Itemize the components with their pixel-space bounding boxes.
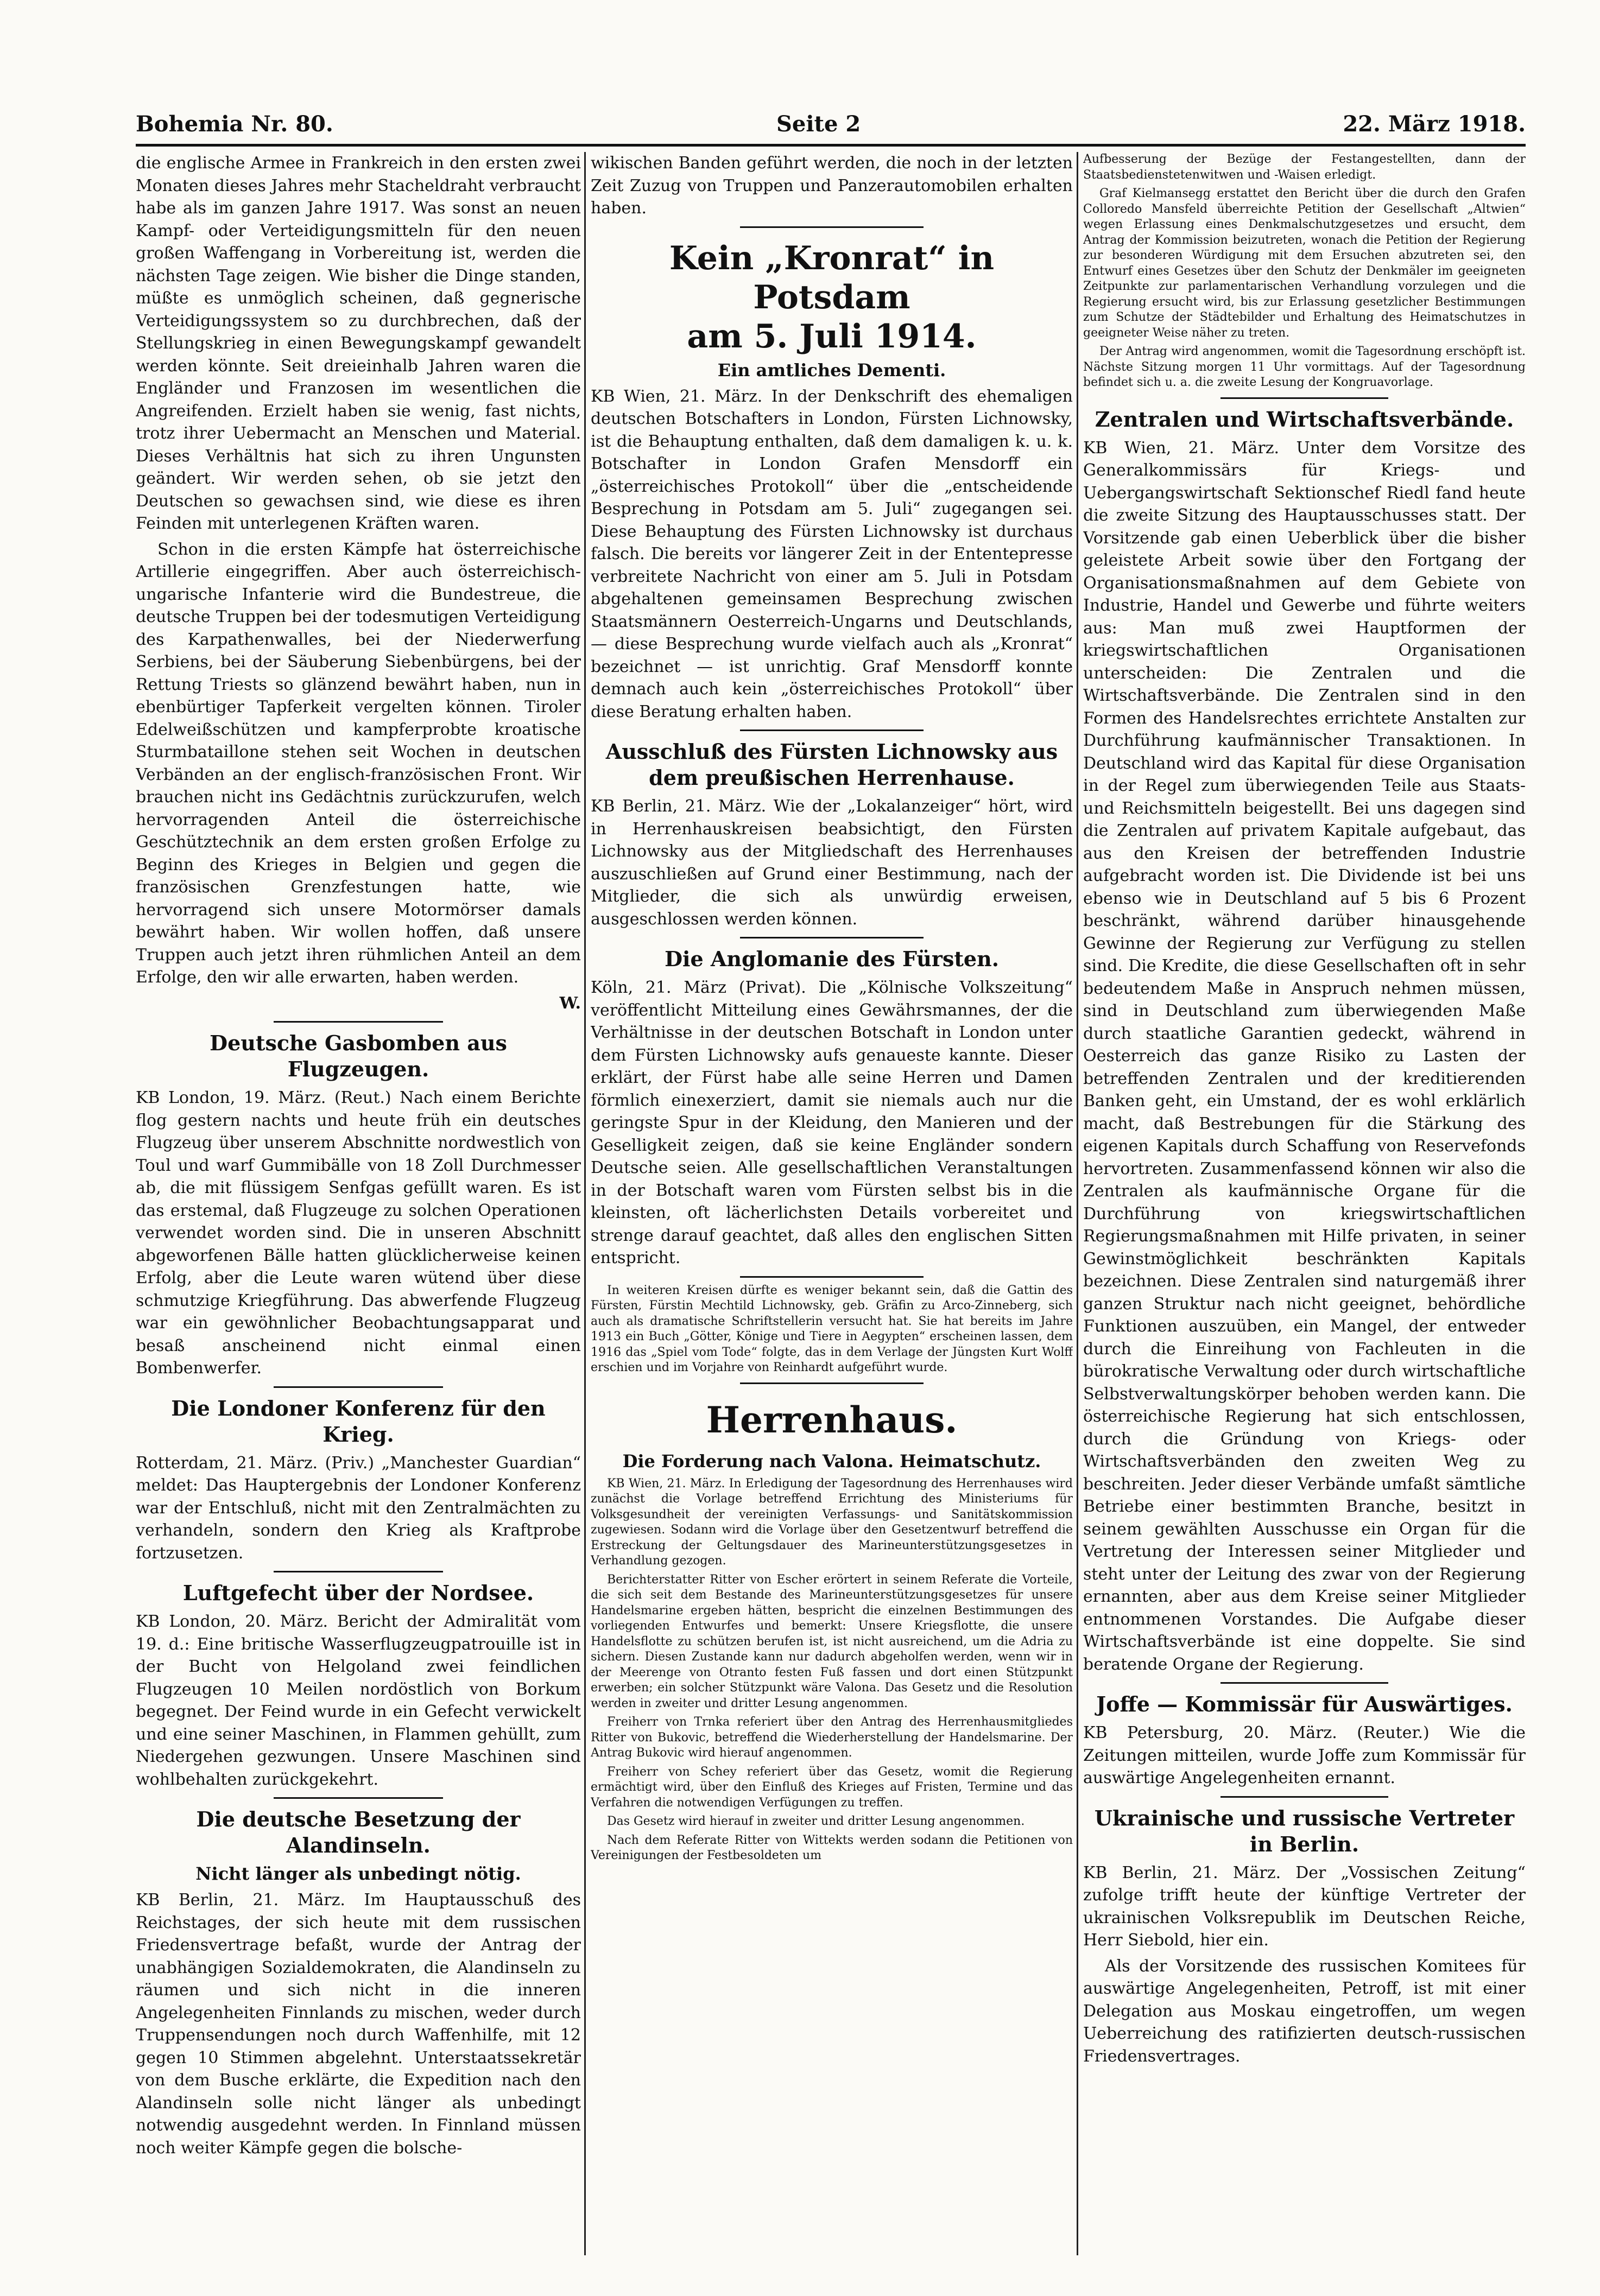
divider — [740, 1276, 923, 1278]
article-herrenhaus: Freiherr von Trnka referiert über den Antrag des Herrenhausmitgliedes Ritter von Bukovic, betreffend die Wiederherstellung der Handelsmarine. Der Antrag Bukovic wird hierauf angenommen. — [591, 1715, 1073, 1760]
divider — [1220, 1682, 1389, 1684]
divider — [274, 1386, 443, 1388]
divider — [740, 226, 923, 228]
article-continuation: die englische Armee in Frankreich in den ersten zwei Monaten dieses Jahres mehr Stacheldraht verbraucht habe als im ganzen Jahre 1917. Was sonst an neuen Kampf- oder Verteidigungsmitteln für den neuen großen Waffengang in Vorbereitung ist, werden die nächsten Tage zeigen. Wie bisher die Dinge standen, müßte es unmöglich scheinen, daß gegnerische Verteidigungssystem so zu durchbrechen, daß der Stellungskrieg in einen Bewegungskampf gewandelt werden könnte. Seit dreieinhalb Jahren waren die Engländer und Franzosen im wesentlichen die Angreifenden. Erzielt haben sie wenig, fast nichts, trotz ihrer Uebermacht an Menschen und Material. Dieses Verhältnis hat sich zu ihren Ungunsten geändert. Wir werden sehen, ob sie jetzt den Deutschen so gewachsen sind, wie diese es ihren Feinden mit unterlegenen Kräften waren. — [136, 154, 581, 533]
divider — [1220, 397, 1389, 399]
article-continuation: Aufbesserung der Bezüge der Festangestellten, dann der Staatsbedienstetenwitwen und -Waisen erledigt. — [1083, 153, 1526, 182]
article-zentralen: KB Wien, 21. März. Unter dem Vorsitze des Generalkommissärs für Kriegs- und Uebergangswirtschaft Sektionschef Riedl fand heute die zweite Sitzung des Hauptausschusses statt. Der Vorsitzende gab einen Ueberblick über die bisher geleistete Arbeit sowie über den Fortgang der Organisationsmaßnahmen auf dem Gebiete von Industrie, Handel und Gewerbe und führte weiters aus: Man muß zwei Hauptformen der kriegswirtschaftlichen Organisationen unterscheiden: Die Zentralen und die Wirtschaftsverbände. Die Zentralen sind in den Formen des Handelsrechtes errichtete Anstalten zur Durchführung kaufmännischer Transaktionen. In Deutschland wird das Kapital für diese Organisation in der Regel zum überwiegenden Teile aus Staats- und Reichsmitteln beigestellt. Bei uns dagegen sind die Zentralen auf privatem Kapitale aufgebaut, das aus den Kreisen der betreffenden Industrie aufgebracht worden ist. Die Dividende ist bei uns ebenso wie in Deutschland auf 5 bis 6 Prozent beschränkt, während darüber hinausgehende Gewinne der Regierung zur Verfügung zu stellen sind. Die Kredite, die diese Gesellschaften oft in sehr bedeutendem Maße in Anspruch nehmen müssen, sind in Deutschland zum überwiegenden Maße durch staatliche Garantien gedeckt, während in Oesterreich das ganze Risiko zu Lasten der betreffenden Zentralen und der kreditierenden Banken geht, ein Umstand, der es wohl erklärlich macht, daß Bestrebungen für die Stärkung des eigenen Kapitals durch Schaffung von Reservefonds hervortreten. Zusammenfassend können wir also die Zentralen als kaufmännische Organe für die Durchführung von kriegswirtschaftlichen Regierungsmaßnahmen mit Hilfe privaten, in seiner Gewinstmöglichkeit beschränkten Kapitals bezeichnen. Diese Zentralen sind naturgemäß ihrer ganzen Struktur nach nicht geeignet, behördliche Funktionen auszuüben, ein Mangel, der entweder durch die Einreihung von Fachleuten in die bürokratische Verwaltung oder durch wirtschaftliche Selbstverwaltungskörper behoben werden kann. Die österreichische Regierung hat sich entschlossen, durch die Gründung von Kriegs- oder Wirtschaftsverbänden den zweiten Weg zu beschreiten. Jeder dieser Verbände umfaßt sämtliche Betriebe einer bestimmten Branche, besitzt in seinem gewählten Ausschusse ein Organ für die Vertretung der Interessen seiner Mitglieder und steht unter der Leitung des zwar von der Regierung ernannten, aber aus dem Kreise seiner Mitglieder entnommenen Vorstandes. Die Aufgabe dieser Wirtschaftsverbände ist eine doppelte. Sie sind beratende Organe der Regierung. — [1083, 438, 1526, 1674]
header-publication: Bohemia Nr. 80. — [136, 111, 333, 137]
page-header — [136, 111, 1526, 144]
headline-herrenhaus: Herrenhaus. — [706, 1398, 958, 1441]
headline-alandinseln: Die deutsche Besetzung der Alandinseln. — [196, 1807, 521, 1857]
column-3 — [1083, 152, 1526, 2255]
divider — [740, 937, 923, 938]
headline-anglomanie: Die Anglomanie des Fürsten. — [665, 947, 999, 971]
article-herrenhaus: Nach dem Referate Ritter von Wittekts werden sodann die Petitionen von Vereinigungen der Festbesoldeten um — [591, 1833, 1073, 1862]
headline-luftgefecht: Luftgefecht über der Nordsee. — [182, 1581, 534, 1605]
article-luftgefecht: KB London, 20. März. Bericht der Admiralität vom 19. d.: Eine britische Wasserflugzeugpatrouille ist in der Bucht von Helgoland zwei feindlichen Flugzeugen 10 Meilen nordöstlich von Borkum begegnet. Der Feind wurde in ein Gefecht verwickelt und eine seiner Maschinen, in Flammen gehüllt, zum Niedergehen gezwungen. Unsere Maschinen sind wohlbehalten zurückgekehrt. — [136, 1612, 581, 1789]
newspaper-page — [136, 92, 1526, 2255]
article-continuation: wikischen Banden geführt werden, die noch in der letzten Zeit Zuzug von Truppen und Panzerautomobilen erhalten haben. — [591, 154, 1073, 218]
author-signature: W. — [559, 993, 581, 1013]
headline-londoner-konferenz: Die Londoner Konferenz für den Krieg. — [171, 1396, 546, 1447]
article-londoner-konferenz: Rotterdam, 21. März. (Priv.) „Manchester Guardian“ meldet: Das Hauptergebnis der Londoner Konferenz war der Entschluß, nicht mit den Zentralmächten zu verhandeln, sondern den Krieg als Kraftprobe fortzusetzen. — [136, 1453, 581, 1563]
subheadline-kronrat: Ein amtliches Dementi. — [717, 359, 946, 380]
headline-joffe: Joffe — Kommissär für Auswärtiges. — [1096, 1692, 1513, 1716]
article-herrenhaus: Freiherr von Schey referiert über das Gesetz, womit die Regierung ermächtigt wird, über den Einfluß des Krieges auf Fristen, Termine und das Verfahren die notwendigen Verfügungen zu treffen. — [591, 1765, 1073, 1810]
article-herrenhaus: Das Gesetz wird hierauf in zweiter und dritter Lesung angenommen. — [607, 1815, 1025, 1828]
headline-zentralen: Zentralen und Wirtschaftsverbände. — [1095, 407, 1514, 432]
divider — [274, 1571, 443, 1572]
article-alandinseln: KB Berlin, 21. März. Im Hauptausschuß des Reichstages, der sich heute mit dem russischen Friedensvertrage befaßt, wurde der Antrag der unabhängigen Sozialdemokraten, die Alandinseln zu räumen und sich nicht in die inneren Angelegenheiten Finnlands zu mischen, weder durch Truppensendungen noch durch Waffenhilfe, mit 12 gegen 10 Stimmen abgelehnt. Unterstaatssekretär von dem Busche erklärte, die Expedition nach den Alandinseln solle nicht länger als unbedingt notwendig ausgedehnt werden. In Finnland müssen noch weiter Kämpfe gegen die bolsche- — [136, 1891, 581, 2158]
article-herrenhaus: KB Wien, 21. März. In Erledigung der Tagesordnung des Herrenhauses wird zunächst die Vorlage betreffend Errichtung des Ministeriums für Volksgesundheit der vereinigten Verfassungs- und Sanitätskommission zugewiesen. Sodann wird die Vorlage über den Gesetzentwurf betreffend die Erstreckung der Geltungsdauer des Marineunterstützungsgesetzes in Verhandlung gezogen. — [591, 1476, 1073, 1568]
article-herrenhaus: Berichterstatter Ritter von Escher erörtert in seinem Referate die Vorteile, die sich seit dem Bestande des Marineunterstützungsgesetzes für unsere Handelsmarine ergeben hätten, bespricht die einzelnen Bestimmungen des vorliegenden Entwurfes und bemerkt: Unsere Kriegsflotte, die unsere Handelsflotte zu schützen berufen ist, ist nicht ausreichend, um die Adria zu sichern. Diesen Zustande kann nur dadurch abgeholfen werden, wenn wir in der Meerenge von Otranto festen Fuß fassen und dort einen Stützpunkt erwerben; ein solcher Stützpunkt wäre Valona. Das Gesetz und die Resolution werden in zweiter und dritter Lesung angenommen. — [591, 1572, 1073, 1710]
article-joffe: KB Petersburg, 20. März. (Reuter.) Wie die Zeitungen mitteilen, wurde Joffe zum Kommissär für auswärtige Angelegenheiten ernannt. — [1083, 1723, 1526, 1787]
article-ukraine: KB Berlin, 21. März. Der „Vossischen Zeitung“ zufolge trifft heute der künftige Vertreter der ukrainischen Volksrepublik im Deutschen Reiche, Herr Siebold, hier ein. — [1083, 1863, 1526, 1950]
subheadline-herrenhaus: Die Forderung nach Valona. Heimatschutz. — [622, 1450, 1041, 1472]
header-page-number: Seite 2 — [776, 111, 861, 137]
article-anglomanie: Köln, 21. März (Privat). Die „Kölnische Volkszeitung“ veröffentlicht Mitteilung eines Gewährsmannes, der die Verhältnisse in der deutschen Botschaft in London unter dem Fürsten Lichnowsky aufs genaueste kannte. Dieser erklärt, der Fürst habe alle seine Herren und Damen förmlich einexerziert, damit sie niemals auch nur die geringste Spur in der Kleidung, den Manieren und der Geselligkeit zeigen, daß sie keine Engländer sondern Deutsche seien. Alle gesellschaftlichen Veranstaltungen in der Botschaft waren vom Fürsten selbst bis in die kleinsten, oft lächerlichsten Details vorbereitet und strenge darauf geachtet, daß alles den englischen Sitten entspricht. — [591, 978, 1073, 1267]
header-date: 22. März 1918. — [1343, 111, 1526, 137]
divider — [274, 1797, 443, 1799]
article-paragraph: Schon in die ersten Kämpfe hat österreichische Artillerie eingegriffen. Aber auch österreichisch-ungarische Infanterie wird die Bundestreue, die deutsche Truppen bei der todesmutigen Verteidigung des Karpathenwalles, bei der Niederwerfung Serbiens, bei der Säuberung Siebenbürgens, bei der Rettung Triests so glänzend bewährt haben, nun in ebenbürtiger Tapferkeit vergelten können. Tiroler Edelweißschützen und kampferprobte kroatische Sturmbataillone stehen seit Wochen in deutschen Verbänden an der englisch-französischen Front. Wir brauchen nicht ins Gedächtnis zurückzurufen, welch hervorragenden Anteil die österreichische Geschütztechnik an dem ersten großen Erfolge zu Beginn des Krieges in Belgien und gegen die französischen Grenzfestungen hatte, wie hervorragend sich unsere Motormörser damals bewährt haben. Wir wollen hoffen, daß unsere Truppen auch jetzt ihren rühmlichen Anteil an dem Erfolge, den wir alle erwarten, haben werden. — [136, 540, 581, 987]
divider — [274, 1021, 443, 1023]
headline-kronrat-line2: am 5. Juli 1914. — [687, 317, 977, 356]
headline-ukraine: Ukrainische und russische Vertreter in Berlin. — [1094, 1805, 1515, 1856]
headline-gasbomben: Deutsche Gasbomben aus Flugzeugen. — [210, 1031, 507, 1081]
header-rule — [136, 144, 1526, 147]
column-divider-1 — [584, 152, 586, 2255]
divider — [1220, 1796, 1389, 1798]
column-2 — [591, 152, 1073, 2255]
headline-ausschluss: Ausschluß des Fürsten Lichnowsky aus dem preußischen Herrenhause. — [605, 739, 1058, 790]
article-tagesordnung: Der Antrag wird angenommen, womit die Tagesordnung erschöpft ist. Nächste Sitzung morgen 11 Uhr vormittags. Auf der Tagesordnung befindet sich u. a. die zweite Lesung der Kongruavorlage. — [1083, 345, 1526, 389]
article-gattin-note: In weiteren Kreisen dürfte es weniger bekannt sein, daß die Gattin des Fürsten, Fürstin Mechtild Lichnowsky, geb. Gräfin zu Arco-Zinneberg, sich auch als dramatische Schriftstellerin versucht hat. Sie hat bereits im Jahre 1913 ein Buch „Götter, Könige und Tiere in Aegypten“ erscheinen lassen, dem 1916 das „Spiel vom Tode“ folgte, das in dem Verlage der Jüngsten Kurt Wolff erschien und im Vorjahre von Reinhardt aufgeführt wurde. — [591, 1283, 1073, 1374]
headline-kronrat-line1: Kein „Kronrat“ in Potsdam — [669, 239, 995, 316]
article-ukraine: Als der Vorsitzende des russischen Komitees für auswärtige Angelegenheiten, Petroff, ist mit einer Delegation aus Moskau eingetroffen, um wegen Ueberreichung des ratifizierten deutsch-russischen Friedensvertrages. — [1083, 1956, 1526, 2066]
article-denkmalschutz: Graf Kielmansegg erstattet den Bericht über die durch den Grafen Colloredo Mansfeld überreichte Petition der Gesellschaft „Altwien“ wegen Erlassung eines Denkmalschutzgesetzes und ersucht, dem Antrag der Kommission beizutreten, wonach die Petition der Regierung zur besonderen Würdigung mit dem Ersuchen abzutreten sei, den Entwurf eines Gesetzes über den Schutz der Denkmäler im geeigneten Zeitpunkte zur parlamentarischen Verhandlung vorzulegen und die Regierung ersucht wird, bis zur Erlassung gesetzlicher Bestimmungen zum Schutze der Städtebilder und Erhaltung des Heimatschutzes in geeigneter Weise näher zu treten. — [1083, 187, 1526, 340]
column-divider-2 — [1077, 152, 1078, 2255]
column-1 — [136, 152, 581, 2255]
article-kronrat: KB Wien, 21. März. In der Denkschrift des ehemaligen deutschen Botschafters in London, Fürsten Lichnowsky, ist die Behauptung enthalten, daß dem damaligen k. u. k. Botschafter in London Grafen Mensdorff ein „österreichisches Protokoll“ über die „entscheidende Besprechung in Potsdam am 5. Juli“ zugegangen sei. Diese Behauptung des Fürsten Lichnowsky ist durchaus falsch. Die bereits vor längerer Zeit in der Ententepresse verbreitete Nachricht von einer am 5. Juli in Potsdam abgehaltenen gemeinsamen Besprechung zwischen Staatsmännern Oesterreich-Ungarns und Deutschlands, — diese Besprechung wurde vielfach auch als „Kronrat“ bezeichnet — ist unrichtig. Graf Mensdorff konnte demnach auch kein „österreichisches Protokoll“ über diese Beratung erhalten haben. — [591, 386, 1073, 721]
article-gasbomben: KB London, 19. März. (Reut.) Nach einem Berichte flog gestern nachts und heute früh ein deutsches Flugzeug über unserem Abschnitte nordwestlich von Toul und warf Gummibälle von 18 Zoll Durchmesser ab, die mit flüssigem Senfgas gefüllt waren. Es ist das erstemal, daß Flugzeuge zu solchen Operationen verwendet worden sind. Die in unseren Abschnitt abgeworfenen Bälle hatten glücklicherweise keinen Erfolg, aber die Leute waren wütend über diese schmutzige Kriegführung. Das abwerfende Flugzeug war ein gewöhnlicher Beobachtungsapparat und besaß anscheinend nicht einmal einen Bombenwerfer. — [136, 1088, 581, 1378]
divider — [740, 1382, 923, 1384]
divider — [740, 730, 923, 731]
subheadline-alandinseln: Nicht länger als unbedingt nötig. — [195, 1863, 521, 1884]
article-ausschluss: KB Berlin, 21. März. Wie der „Lokalanzeiger“ hört, wird in Herrenhauskreisen beabsichtigt, den Fürsten Lichnowsky aus der Mitgliedschaft des Herrenhauses auszuschließen auf Grund einer Bestimmung, nach der Mitglieder, die sich als unwürdig erweisen, ausgeschlossen werden können. — [591, 797, 1073, 929]
